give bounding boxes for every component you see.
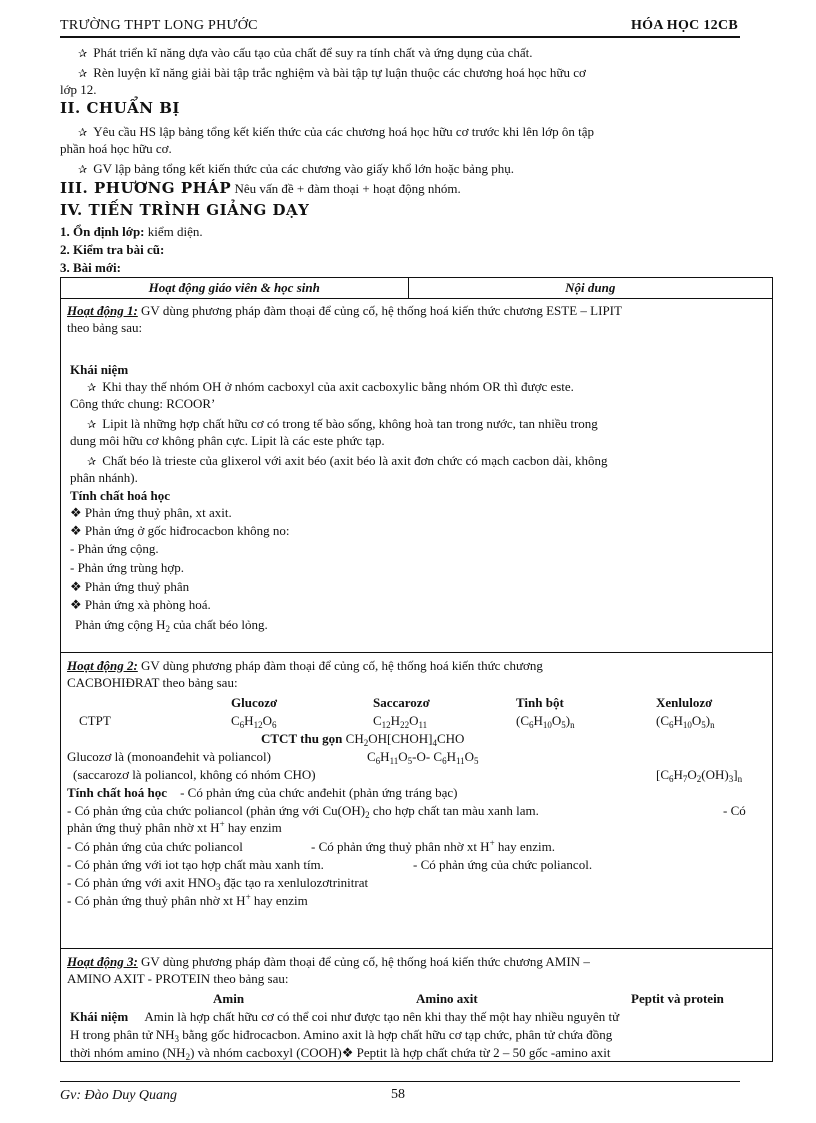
- f-sub: 6: [442, 756, 447, 766]
- f-sub: 2: [365, 810, 370, 820]
- section-3-text: Nêu vấn đề + đàm thoại + hoạt động nhóm.: [234, 181, 461, 196]
- f-h: H: [673, 713, 683, 728]
- act1-kn-1-text: Khi thay thế nhóm OH ở nhóm cacboxyl của axit cacboxylic bằng nhóm OR thì được este.: [102, 379, 574, 394]
- f-h: H: [533, 713, 543, 728]
- step-1: [60, 223, 740, 240]
- star-bullet-icon: ✰: [87, 419, 97, 431]
- act1-tinh-chat: Tính chất hoá học: [70, 488, 171, 503]
- act1-kn-4b: phân nhánh).: [70, 470, 138, 485]
- ctct-a: CH: [345, 731, 364, 746]
- f-sub: 6: [529, 720, 534, 730]
- l1-a: - Có phản ứng của chức poliancol (phản ứng với Cu(OH): [67, 803, 366, 818]
- act2-ctct: [261, 731, 464, 747]
- act1-tc-7-b: của chất béo lỏng.: [173, 617, 268, 632]
- l3-c: hay enzim.: [497, 839, 555, 854]
- f-sub: 3: [215, 882, 221, 892]
- star-bullet-icon: ✰: [78, 68, 88, 80]
- footer-divider: [60, 1081, 740, 1082]
- act1-khai-niem: Khái niệm: [70, 362, 129, 377]
- step-3-label: 3. Bài mới:: [60, 260, 122, 275]
- f-sub: 11: [455, 756, 465, 766]
- act2-tc: [67, 785, 458, 801]
- l6-b: hay enzim: [253, 893, 308, 908]
- header-subject: HÓA HỌC 12CB: [630, 18, 738, 33]
- f-oh: (OH): [701, 767, 729, 782]
- l6-a: - Có phản ứng thuỷ phân nhờ xt H: [67, 893, 246, 908]
- ctct-label: CTCT thu gọn: [261, 731, 343, 746]
- act2-f-glucozo: [231, 713, 276, 729]
- l2-a: phản ứng thuỷ phân nhờ xt H: [67, 820, 220, 835]
- f-h: H: [673, 767, 683, 782]
- f-h: H: [244, 713, 254, 728]
- act2-h-saccarozo: Saccarozơ: [373, 695, 430, 710]
- header-school: TRƯỜNG THPT LONG PHƯỚC: [60, 18, 258, 33]
- act2-l4-b: - Có phản ứng của chức poliancol.: [413, 857, 593, 872]
- f-c: C: [231, 713, 240, 728]
- act1-kn-1: [87, 379, 574, 396]
- f-sub: 6: [271, 720, 277, 730]
- act2-tc-label: Tính chất hoá học: [67, 785, 168, 800]
- section-3: [60, 180, 740, 197]
- act2-l3-b: [311, 839, 555, 855]
- l3-b: - Có phản ứng thuỷ phân nhờ xt H: [311, 839, 490, 854]
- skill-text-1: Phát triển kĩ năng dựa vào cấu tạo của chất để suy ra tính chất và ứng dụng của chất.: [93, 45, 533, 60]
- section-2-title: II. CHUẨN BỊ: [60, 99, 180, 117]
- f-bracket: ]: [733, 767, 738, 782]
- f-sub: 5: [561, 720, 566, 730]
- f-sub: 6: [375, 756, 381, 766]
- l2-b: hay enzim: [227, 820, 282, 835]
- ctct-b: OH[CHOH]: [368, 731, 433, 746]
- act1-tc-7-a: Phản ứng cộng H: [75, 617, 166, 632]
- activity-1-text-a: GV dùng phương pháp đàm thoại để củng cố, hệ thống hoá kiến thức chương ESTE – LIPIT: [141, 303, 622, 318]
- act2-glu-desc: Glucozơ là (monoanđehit và poliancol): [67, 749, 271, 764]
- f-sub: 5: [407, 756, 413, 766]
- f-c: C: [373, 713, 382, 728]
- f-c: [C: [656, 767, 669, 782]
- table-header-activity: Hoạt động giáo viên & học sinh: [61, 278, 409, 299]
- act1-tc-7: [75, 617, 268, 633]
- f-sub: 4: [432, 738, 437, 748]
- f-sub: 12: [253, 720, 263, 730]
- f-sup: +: [489, 838, 495, 848]
- diamond-bullet-icon: ❖: [70, 597, 85, 612]
- act2-f-tinhbot: [516, 713, 575, 729]
- activity-3-text-b: AMINO AXIT - PROTEIN theo bảng sau:: [67, 971, 289, 986]
- f-c: (C: [516, 713, 529, 728]
- star-bullet-icon: ✰: [78, 127, 88, 139]
- act3-h-amino: Amino axit: [416, 991, 478, 1006]
- act3-h-peptit: Peptit và protein: [631, 991, 724, 1006]
- lesson-table: [60, 277, 773, 1062]
- page-number: 58: [391, 1087, 405, 1102]
- r2-b: bằng gốc hiđrocacbon. Amino axit là hợp chất hữu cơ tạp chức, phân tử chứa đồng: [182, 1027, 613, 1042]
- f-sub: 22: [400, 720, 410, 730]
- f-c: (C: [656, 713, 669, 728]
- activity-3-row: [61, 949, 773, 1062]
- act1-tc-4: - Phản ứng trùng hợp.: [70, 560, 184, 575]
- step-1-label: 1. Ổn định lớp:: [60, 224, 145, 239]
- act1-tc-2-text: Phản ứng ở gốc hiđrocacbon không no:: [84, 523, 290, 538]
- activity-2-row: [61, 653, 773, 949]
- r3-b: ) và nhóm cacboxyl (COOH): [190, 1045, 342, 1060]
- f-sub: 12: [381, 720, 391, 730]
- activity-3-label: Hoạt động 3:: [67, 954, 138, 969]
- f-sub: 11: [389, 756, 399, 766]
- f-o: O: [551, 713, 562, 728]
- table-header-row: [61, 278, 773, 299]
- f-o: O: [262, 713, 272, 728]
- f-sub: 2: [696, 774, 702, 784]
- skill-text-2b: lớp 12.: [60, 82, 97, 97]
- f-sub: 3: [728, 774, 734, 784]
- l5-a: - Có phản ứng với axit HNO: [67, 875, 216, 890]
- diamond-bullet-icon: ❖: [341, 1045, 357, 1060]
- act1-kn-3: [87, 416, 598, 433]
- f-h: H: [446, 749, 456, 764]
- f-sub: 5: [701, 720, 706, 730]
- act3-r3: [70, 1045, 610, 1061]
- act1-tc-7-sub: 2: [165, 624, 170, 634]
- act2-l2: [67, 820, 282, 836]
- r3-a: thời nhóm amino (NH: [70, 1045, 186, 1060]
- activity-1-label: Hoạt động 1:: [67, 303, 138, 318]
- f-o: O: [691, 713, 702, 728]
- f-sup: +: [245, 892, 251, 902]
- f-sub: 6: [669, 720, 674, 730]
- f-sub: 6: [239, 720, 245, 730]
- act1-tc-5: [70, 579, 189, 595]
- l5-b: đặc tạo ra xenlulozơtrinitrat: [223, 875, 369, 890]
- diamond-bullet-icon: ❖: [70, 523, 85, 538]
- activity-1-row: [61, 299, 773, 653]
- skill-text-2a: Rèn luyện kĩ năng giải bài tập trắc nghiệm và bài tập tự luận thuộc các chương hoá học hữu cơ: [93, 65, 586, 80]
- act2-l4: - Có phản ứng với iot tạo hợp chất màu xanh tím.: [67, 857, 324, 872]
- footer-teacher: Gv: Đào Duy Quang: [60, 1088, 178, 1103]
- f-sub: n: [570, 720, 575, 730]
- star-bullet-icon: ✰: [87, 382, 97, 394]
- f-o: O: [398, 749, 408, 764]
- f-sub: 3: [174, 1034, 180, 1044]
- act2-l3: [67, 839, 243, 855]
- act2-tc-glu: - Có phản ứng của chức anđehit (phản ứng tráng bạc): [180, 785, 458, 800]
- header-divider: [60, 36, 740, 38]
- f-o: O: [464, 749, 475, 764]
- act1-kn-3b: dung môi hữu cơ không phân cực. Lipit là các este phức tạp.: [70, 433, 385, 448]
- act2-l5: [67, 875, 368, 891]
- activity-1-text-b: theo bảng sau:: [67, 320, 143, 335]
- prep-text-1a: Yêu cầu HS lập bảng tổng kết kiến thức của các chương hoá học hữu cơ trước khi lên lớp ôn tập: [93, 124, 595, 139]
- f-sup: +: [219, 819, 225, 829]
- f-link: -O- C: [412, 749, 443, 764]
- f-sub: 7: [682, 774, 688, 784]
- act1-kn-3-text: Lipit là những hợp chất hữu cơ có trong tế bào sống, không hoà tan trong nước, tan nhiều trong: [102, 416, 598, 431]
- r2-a: H trong phân tử NH: [70, 1027, 175, 1042]
- f-paren: ): [705, 713, 711, 728]
- act2-l1-c: - Có: [723, 803, 746, 818]
- table-header-content: Nội dung: [408, 278, 773, 299]
- diamond-bullet-icon: ❖: [70, 505, 85, 520]
- f-paren: ): [565, 713, 571, 728]
- act2-xen-formula: [656, 767, 742, 783]
- act2-l1: [67, 803, 539, 819]
- activity-2-label: Hoạt động 2:: [67, 658, 138, 673]
- f-o: O: [687, 767, 697, 782]
- act1-tc-5-text: Phản ứng thuỷ phân: [84, 579, 190, 594]
- act1-tc-6: [70, 597, 211, 613]
- star-bullet-icon: ✰: [78, 48, 88, 60]
- section-3-title: III. PHƯƠNG PHÁP: [60, 179, 232, 197]
- act3-r1-text: Amin là hợp chất hữu cơ có thể coi như được tạo nên khi thay thế một hay nhiều nguyên tử: [144, 1009, 620, 1024]
- section-4-title: IV. TIẾN TRÌNH GIẢNG DẠY: [60, 201, 310, 219]
- act3-r2: [70, 1027, 612, 1043]
- step-2-label: 2. Kiểm tra bài cũ:: [60, 242, 165, 257]
- f-sub: n: [710, 720, 715, 730]
- act2-h-glucozo: Glucozơ: [231, 695, 278, 710]
- act2-h-tinhbot: Tinh bột: [516, 695, 564, 710]
- r3-c: Peptit là hợp chất chứa từ 2 – 50 gốc -amino axit: [356, 1045, 611, 1060]
- f-h: H: [390, 713, 401, 728]
- star-bullet-icon: ✰: [78, 164, 88, 176]
- l3-a: - Có phản ứng của chức poliancol: [67, 839, 243, 854]
- activity-3-text-a: GV dùng phương pháp đàm thoại để củng cố, hệ thống hoá kiến thức chương AMIN –: [141, 954, 590, 969]
- act1-tc-6-text: Phản ứng xà phòng hoá.: [84, 597, 211, 612]
- act2-f-xenlulozo: [656, 713, 715, 729]
- f-sub: 6: [669, 774, 674, 784]
- act1-tc-3: - Phản ứng cộng.: [70, 541, 159, 556]
- act2-sac-desc: (saccarozơ là poliancol, không có nhóm CHO): [73, 767, 316, 782]
- f-sub: 2: [363, 738, 369, 748]
- act2-sac-formula: [367, 749, 479, 765]
- l1-b: cho hợp chất tan màu xanh lam.: [372, 803, 539, 818]
- f-sub: 2: [185, 1052, 191, 1062]
- act1-kn-4: [87, 453, 607, 470]
- ctct-c: CHO: [437, 731, 465, 746]
- act2-l6: [67, 893, 308, 909]
- act2-ctpt: CTPT: [79, 713, 111, 728]
- activity-2-text-b: CACBOHIĐRAT theo bảng sau:: [67, 675, 238, 690]
- f-sub: 10: [542, 720, 552, 730]
- star-bullet-icon: ✰: [87, 456, 97, 468]
- skill-item-1: [60, 44, 758, 63]
- diamond-bullet-icon: ❖: [70, 579, 85, 594]
- f-o: O: [409, 713, 419, 728]
- act3-r1: [70, 1009, 619, 1025]
- act1-tc-2: [70, 523, 289, 539]
- act3-h-amin: Amin: [213, 991, 245, 1006]
- f-sub: 11: [418, 720, 428, 730]
- f-h: H: [380, 749, 390, 764]
- act1-kn-4-text: Chất béo là trieste của glixerol với axit béo (axit béo là axit đơn chức có mạch cacbon dài, không: [102, 453, 608, 468]
- prep-text-2: GV lập bảng tổng kết kiến thức của các chương vào giấy khổ lớn hoặc bảng phụ.: [93, 161, 514, 176]
- f-sub: 10: [682, 720, 692, 730]
- act2-f-saccarozo: [373, 713, 427, 729]
- act2-h-xenlulozo: Xenlulozơ: [656, 695, 713, 710]
- f-c: C: [367, 749, 376, 764]
- step-1-text: kiểm diện.: [147, 224, 203, 239]
- activity-2-text-a: GV dùng phương pháp đàm thoại để củng cố, hệ thống hoá kiến thức chương: [141, 658, 543, 673]
- prep-text-1b: phần hoá học hữu cơ.: [60, 141, 172, 156]
- act1-tc-1-text: Phản ứng thuỷ phân, xt axit.: [84, 505, 232, 520]
- act3-kn-label: Khái niệm: [70, 1009, 129, 1024]
- f-sub: n: [737, 774, 743, 784]
- prep-item-2: [60, 160, 758, 179]
- f-sub: 5: [474, 756, 479, 766]
- act1-tc-1: [70, 505, 232, 521]
- act1-kn-2: Công thức chung: RCOOR’: [70, 396, 216, 411]
